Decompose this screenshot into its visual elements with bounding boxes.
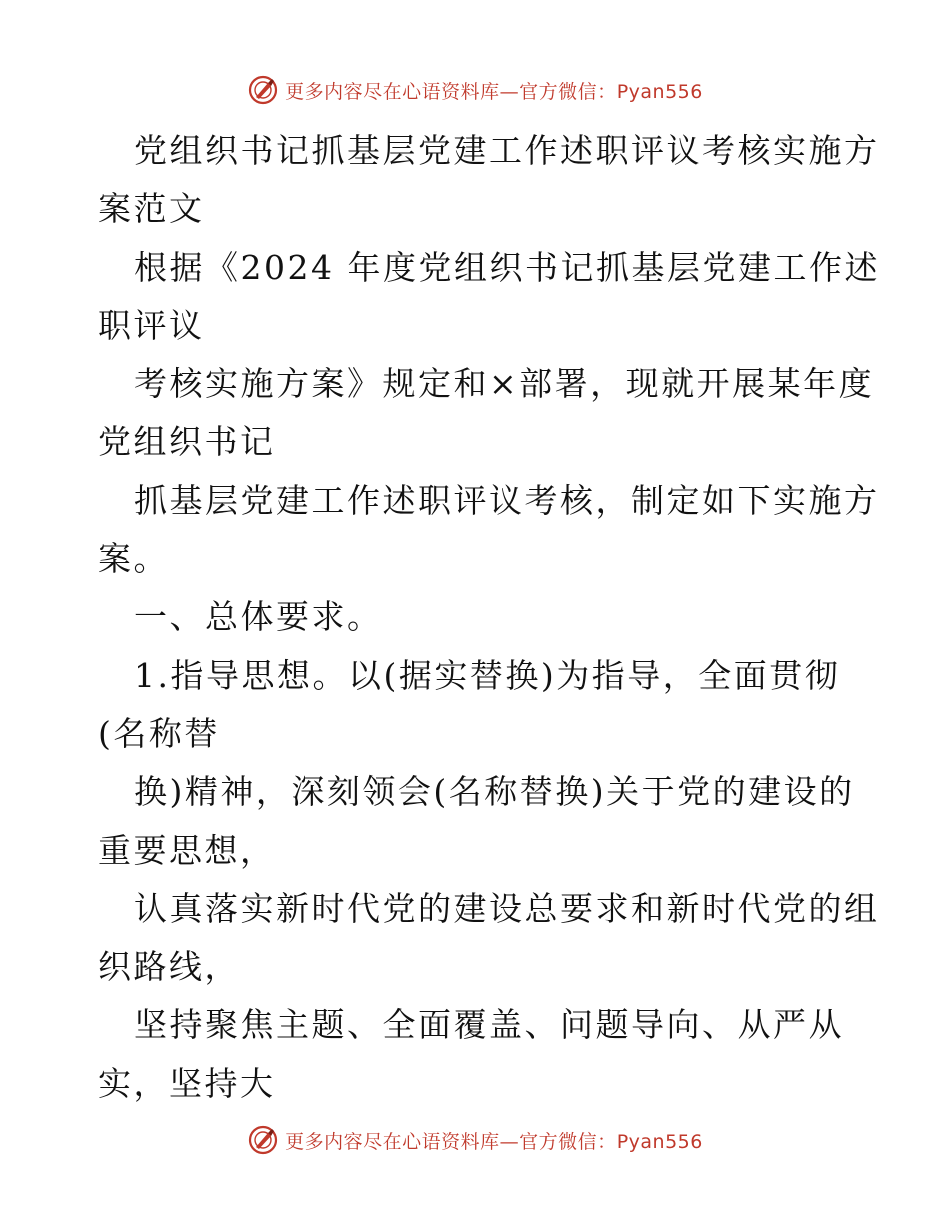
watermark-slogan: 更多内容尽在心语资料库	[285, 1130, 500, 1153]
watermark-wechat-label: 官方微信：	[519, 1130, 617, 1153]
footer-watermark	[0, 1122, 950, 1158]
doc-line: 坚持聚焦主题、全面覆盖、问题导向、从严从	[134, 1005, 844, 1045]
doc-line: 认真落实新时代党的建设总要求和新时代党的组	[134, 888, 880, 928]
doc-line: 换)精神，深刻领会(名称替换)关于党的建设的	[134, 772, 855, 812]
doc-line: 一、总体要求。	[134, 597, 383, 637]
watermark-slogan: 更多内容尽在心语资料库	[285, 80, 500, 103]
watermark-wechat-id: Pyan556	[616, 1130, 703, 1153]
doc-line: 实，坚持大	[98, 1063, 276, 1103]
watermark-wechat-id: Pyan556	[616, 80, 703, 103]
watermark-separator: —	[499, 80, 520, 103]
doc-line: 案。	[98, 539, 169, 579]
doc-line: 抓基层党建工作述职评议考核，制定如下实施方	[134, 480, 880, 520]
watermark-text	[285, 1127, 703, 1154]
doc-line: 案范文	[98, 189, 205, 229]
watermark-wechat-label: 官方微信：	[519, 80, 617, 103]
document-body	[98, 122, 880, 1113]
header-watermark	[0, 72, 950, 108]
watermark-text	[285, 77, 703, 104]
doc-line: 考核实施方案》规定和×部署，现就开展某年度	[134, 364, 875, 404]
doc-line: 党组织书记抓基层党建工作述职评议考核实施方	[134, 131, 880, 170]
doc-line: 重要思想，	[98, 830, 276, 870]
pen-nib-logo-icon	[247, 74, 279, 106]
doc-line: (名称替	[98, 713, 220, 753]
doc-line: 党组织书记	[98, 422, 276, 462]
doc-line: 1.指导思想。以(据实替换)为指导，全面贯彻	[134, 655, 841, 695]
doc-line: 根据《2024 年度党组织书记抓基层党建工作述	[134, 247, 880, 287]
doc-line: 织路线，	[98, 947, 240, 987]
watermark-separator: —	[499, 1130, 520, 1153]
doc-line: 职评议	[98, 305, 205, 345]
pen-nib-logo-icon	[247, 1124, 279, 1156]
